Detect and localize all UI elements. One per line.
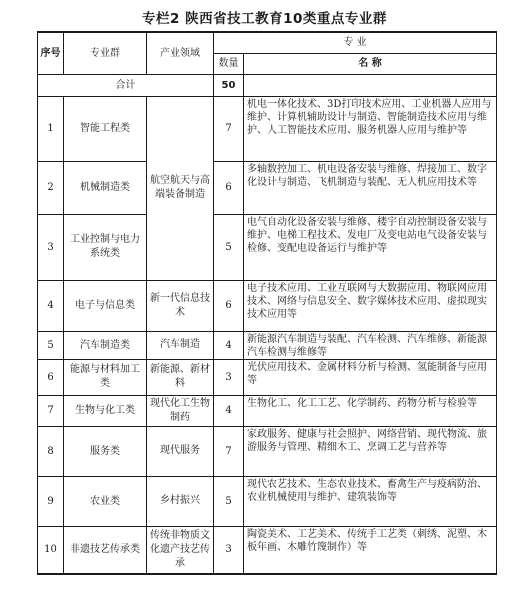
row-count: 4 (214, 395, 244, 426)
row-seq: 2 (38, 161, 64, 214)
row-count: 7 (214, 426, 244, 476)
row-count: 4 (214, 331, 244, 359)
row-cluster: 农业类 (64, 476, 147, 526)
row-industry: 乡村振兴 (147, 476, 214, 526)
row-count: 3 (214, 526, 244, 574)
row-names: 家政服务、健康与社会照护、网络营销、现代物流、旅游服务与管理、精细木工、烹调工艺与营养等 (244, 426, 497, 476)
header-row (38, 32, 497, 53)
row-seq: 1 (38, 96, 64, 161)
row-seq: 10 (38, 526, 64, 574)
table-row (38, 214, 497, 280)
row-names: 新能源汽车制造与装配、汽车检测、汽车维修、新能源汽车检测与维修等 (244, 331, 497, 359)
row-cluster: 非遗技艺传承类 (64, 526, 147, 574)
row-industry: 新一代信息技术 (147, 280, 214, 331)
row-industry: 航空航天与高端装备制造 (147, 96, 214, 280)
row-count: 5 (214, 476, 244, 526)
total-label: 合计 (38, 74, 214, 96)
table-row (38, 395, 497, 426)
row-seq: 3 (38, 214, 64, 280)
row-industry: 新能源、新材料 (147, 359, 214, 395)
row-cluster: 电子与信息类 (64, 280, 147, 331)
row-cluster: 能源与材料加工类 (64, 359, 147, 395)
row-seq: 9 (38, 476, 64, 526)
row-names: 光伏应用技术、金属材料分析与检测、氢能制备与应用等 (244, 359, 497, 395)
row-industry: 传统非物质文化遗产技艺传承 (147, 526, 214, 574)
row-seq: 6 (38, 359, 64, 395)
row-cluster: 机械制造类 (64, 161, 147, 214)
row-count: 6 (214, 280, 244, 331)
total-name-empty (244, 74, 497, 96)
table-row (38, 161, 497, 214)
row-count: 5 (214, 214, 244, 280)
row-industry: 汽车制造 (147, 331, 214, 359)
table-row (38, 280, 497, 331)
table-row (38, 331, 497, 359)
row-seq: 7 (38, 395, 64, 426)
major-cluster-table (37, 31, 497, 575)
header-name: 名 称 (244, 53, 497, 74)
row-seq: 5 (38, 331, 64, 359)
row-seq: 4 (38, 280, 64, 331)
row-industry: 现代服务 (147, 426, 214, 476)
row-count: 3 (214, 359, 244, 395)
row-names: 机电一体化技术、3D打印技术应用、工业机器人应用与维护、计算机辅助设计与制造、智能制造技术应用与维护、人工智能技术应用、服务机器人应用与维护等 (244, 96, 497, 161)
row-names: 现代农艺技术、生态农业技术、畜禽生产与疫病防治、农业机械使用与维护、建筑装饰等 (244, 476, 497, 526)
row-cluster: 工业控制与电力系统类 (64, 214, 147, 280)
header-seq: 序号 (38, 32, 64, 74)
page-title: 专栏2 陕西省技工教育10类重点专业群 (142, 11, 387, 27)
row-cluster: 服务类 (64, 426, 147, 476)
table-row (38, 426, 497, 476)
row-cluster: 生物与化工类 (64, 395, 147, 426)
table-row (38, 359, 497, 395)
table-row (38, 96, 497, 161)
total-count: 50 (214, 74, 244, 96)
total-row (38, 74, 497, 96)
header-major: 专 业 (214, 32, 497, 53)
row-names: 电子技术应用、工业互联网与大数据应用、物联网应用技术、网络与信息安全、数字媒体技术应用、虚拟现实技术应用等 (244, 280, 497, 331)
row-names: 电气自动化设备安装与维修、楼宇自动控制设备安装与维护、电梯工程技术、发电厂及变电站电气设备安装与检修、变配电设备运行与维护等 (244, 214, 497, 280)
row-names: 陶瓷美术、工艺美术、传统手工艺类（刺绣、泥塑、木板年画、木雕竹篾制作）等 (244, 526, 497, 574)
row-seq: 8 (38, 426, 64, 476)
table-row (38, 526, 497, 574)
row-industry: 现代化工生物制药 (147, 395, 214, 426)
row-cluster: 汽车制造类 (64, 331, 147, 359)
table-row (38, 476, 497, 526)
row-cluster: 智能工程类 (64, 96, 147, 161)
header-cluster: 专业群 (64, 32, 147, 74)
row-names: 多轴数控加工、机电设备安装与维修、焊接加工、数字化设计与制造、飞机制造与装配、无人机应用技术等 (244, 161, 497, 214)
row-count: 6 (214, 161, 244, 214)
header-industry: 产业领域 (147, 32, 214, 74)
row-names: 生物化工、化工工艺、化学制药、药物分析与检验等 (244, 395, 497, 426)
row-count: 7 (214, 96, 244, 161)
header-count: 数量 (214, 53, 244, 74)
